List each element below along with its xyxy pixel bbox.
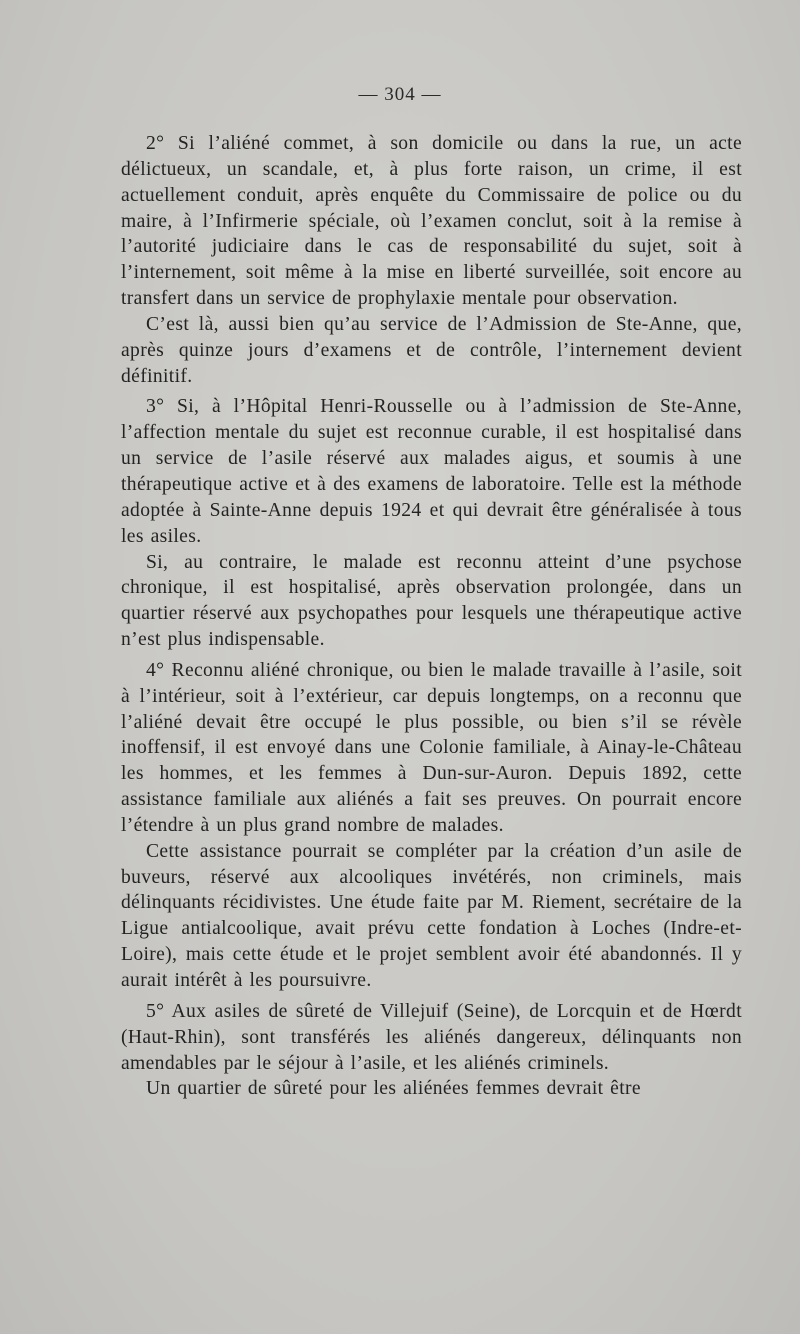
paragraph-5-security: 5° Aux asiles de sûreté de Villejuif (Seine), de Lorcquin et de Hœrdt (Haut-Rhin), sont transférés les aliénés dangereux, délinquants non amendables par le séjour à l’asile, et les aliénés criminels. [121,1000,742,1074]
paragraph-women-quarter: Un quartier de sûreté pour les aliénées femmes devrait être [146,1078,641,1100]
paragraph-3-curable: 3° Si, à l’Hôpital Henri-Rousselle ou à l’admission de Ste-Anne, l’affection mentale du sujet est reconnue curable, il est hospitalisé dans un service de l’asile réservé aux malades aigus, et soumis à une thérapeutique active et à des examens de laboratoire. Telle est la méthode adoptée à Sainte-Anne depuis 1924 et qui devrait être généralisée à tous les asiles. [121,396,742,547]
paragraph-chronic-psychosis: Si, au contraire, le malade est reconnu atteint d’une psychose chronique, il est hospitalisé, après observation prolongée, dans un quartier réservé aux psychopathes pour lesquels une thérapeutique active n’est plus indispensable. [121,551,742,651]
paragraph-4-chronic: 4° Reconnu aliéné chronique, ou bien le malade travaille à l’asile, soit à l’intérieur, soit à l’extérieur, car depuis longtemps, on a reconnu que l’aliéné devait être occupé le plus possible, ou bien s’il se révèle inoffensif, il est envoyé dans une Colonie familiale, à Ainay-le-Château les hommes, et les femmes à Dun-sur-Auron. Depuis 1892, cette assistance familiale aux aliénés a fait ses preuves. On pourrait encore l’étendre à un plus grand nombre de malades. [121,659,742,836]
body-text [121,131,742,1102]
paragraph-drinkers-asylum: Cette assistance pourrait se compléter par la création d’un asile de buveurs, réservé aux alcooliques invétérés, non criminels, mais délinquants récidivistes. Une étude faite par M. Riement, secrétaire de la Ligue antialcoolique, avait prévu cette fondation à Loches (Indre-et-Loire), mais cette étude et le projet semblent avoir été abandonnés. Il y aurait intérêt à les poursuivre. [121,840,742,991]
paragraph-admission: C’est là, aussi bien qu’au service de l’Admission de Ste-Anne, que, après quinze jours d’examens et de contrôle, l’internement devient définitif. [121,313,742,387]
paragraph-2-arrest: 2° Si l’aliéné commet, à son domicile ou dans la rue, un acte délictueux, un scandale, et, à plus forte raison, un crime, il est actuellement conduit, après enquête du Commissaire de police ou du maire, à l’Infirmerie spéciale, où l’examen conclut, soit à la remise à l’autorité judiciaire dans le cas de responsabilité du sujet, soit à l’internement, soit même à la mise en liberté surveillée, soit encore au transfert dans un service de prophylaxie mentale pour observation. [121,133,742,310]
page-number: — 304 — [358,84,442,105]
